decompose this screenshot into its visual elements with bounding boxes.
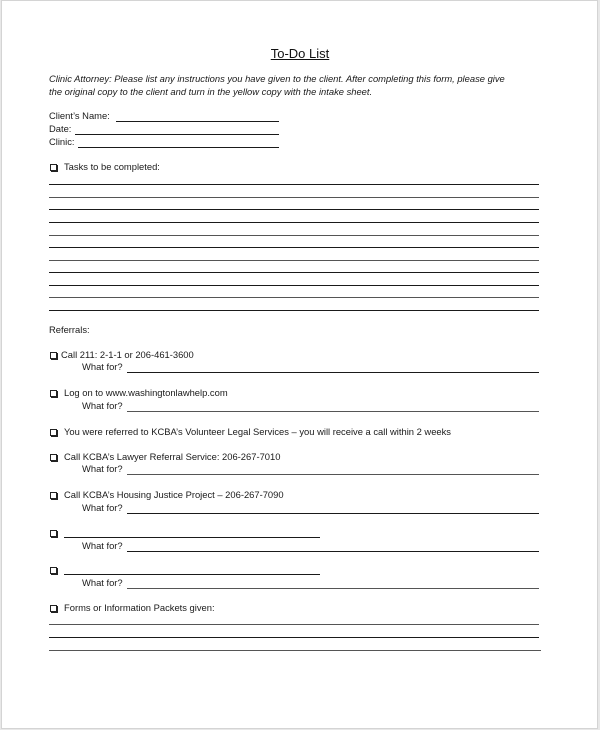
task-line[interactable] xyxy=(49,209,539,210)
referral-custom-2-name-field[interactable] xyxy=(64,574,320,575)
task-line[interactable] xyxy=(49,272,539,273)
referral-lawyer-referral-what-for-field[interactable] xyxy=(127,474,539,475)
instructions-text xyxy=(49,73,505,99)
instructions-line-2: the original copy to the client and turn in the yellow copy with the intake sheet. xyxy=(49,85,373,97)
page-title: To-Do List xyxy=(270,46,330,61)
referral-custom-1-name-field[interactable] xyxy=(64,537,320,538)
referral-vls-label: You were referred to KCBA’s Volunteer Legal Services – you will receive a call within 2 weeks xyxy=(64,426,451,437)
tasks-label: Tasks to be completed: xyxy=(64,161,160,172)
forms-line[interactable] xyxy=(49,637,539,638)
forms-line[interactable] xyxy=(49,650,541,651)
referral-housing-what-for-field[interactable] xyxy=(127,513,539,514)
referral-lawyer-referral-checkbox-icon[interactable] xyxy=(50,454,57,461)
forms-checkbox-icon[interactable] xyxy=(50,605,57,612)
task-line[interactable] xyxy=(49,310,539,311)
referral-custom-1-what-for-field[interactable] xyxy=(127,551,539,552)
referral-lawhelp-what-for-field[interactable] xyxy=(127,411,539,412)
task-line[interactable] xyxy=(49,285,539,286)
task-line[interactable] xyxy=(49,260,539,261)
task-line[interactable] xyxy=(49,184,539,185)
referral-custom-1-what-for-label: What for? xyxy=(82,540,123,551)
instructions-line-1: Clinic Attorney: Please list any instructions you have given to the client. After completing this form, please give xyxy=(49,73,505,84)
referral-211-checkbox-icon[interactable] xyxy=(50,352,57,359)
referral-lawyer-referral-what-for-label: What for? xyxy=(82,463,123,474)
task-line[interactable] xyxy=(49,297,539,298)
forms-label: Forms or Information Packets given: xyxy=(64,602,215,613)
referral-custom-2-what-for-label: What for? xyxy=(82,577,123,588)
task-line[interactable] xyxy=(49,222,539,223)
referral-lawhelp-label: Log on to www.washingtonlawhelp.com xyxy=(64,387,228,398)
referral-lawhelp-checkbox-icon[interactable] xyxy=(50,390,57,397)
referral-211-label: Call 211: 2-1-1 or 206-461-3600 xyxy=(61,349,194,360)
referral-custom-2-checkbox-icon[interactable] xyxy=(50,567,57,574)
referral-vls-checkbox-icon[interactable] xyxy=(50,429,57,436)
date-field[interactable] xyxy=(75,134,279,135)
referral-lawyer-referral-label: Call KCBA’s Lawyer Referral Service: 206-267-7010 xyxy=(64,451,281,462)
referral-housing-what-for-label: What for? xyxy=(82,502,123,513)
referral-housing-label: Call KCBA’s Housing Justice Project – 206-267-7090 xyxy=(64,489,284,500)
forms-line[interactable] xyxy=(49,624,539,625)
task-line[interactable] xyxy=(49,247,539,248)
task-line[interactable] xyxy=(49,197,539,198)
client-name-label: Client’s Name: xyxy=(49,110,110,121)
referrals-heading: Referrals: xyxy=(49,324,90,335)
clinic-field[interactable] xyxy=(78,147,279,148)
task-line[interactable] xyxy=(49,235,539,236)
referral-211-what-for-label: What for? xyxy=(82,361,123,372)
referral-housing-checkbox-icon[interactable] xyxy=(50,492,57,499)
referral-custom-2-what-for-field[interactable] xyxy=(127,588,539,589)
referral-211-what-for-field[interactable] xyxy=(127,372,539,373)
referral-lawhelp-what-for-label: What for? xyxy=(82,400,123,411)
referral-custom-1-checkbox-icon[interactable] xyxy=(50,530,57,537)
tasks-checkbox-icon[interactable] xyxy=(50,164,57,171)
date-label: Date: xyxy=(49,123,72,134)
clinic-label: Clinic: xyxy=(49,136,75,147)
client-name-field[interactable] xyxy=(116,121,279,122)
